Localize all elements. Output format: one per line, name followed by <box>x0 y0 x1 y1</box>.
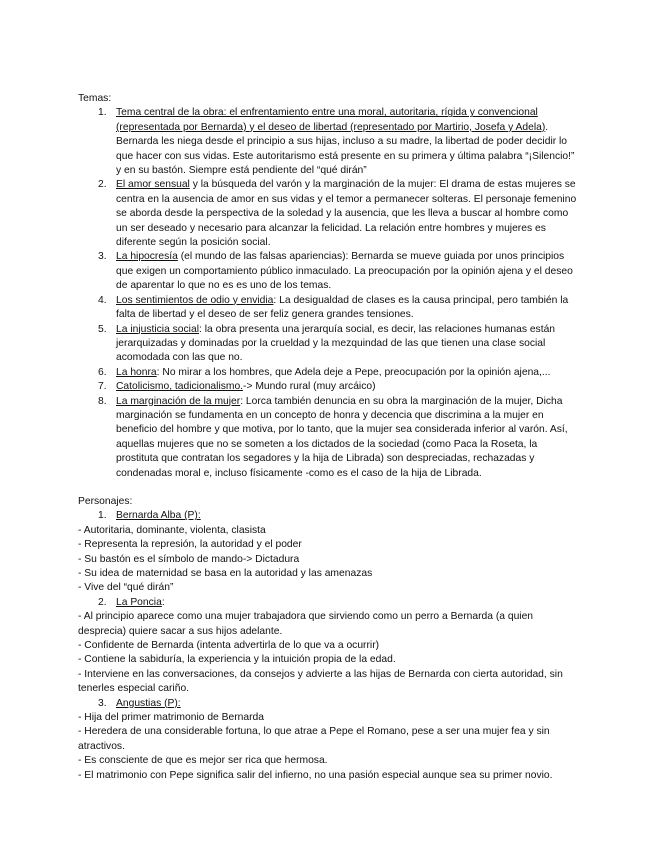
tema-title: Tema central de la obra: el enfrentamiento entre una moral, autoritaria, rígida y convencional (representada por Bernarda) y el deseo de libertad (representado por Martirio, Josefa y Adela) <box>116 107 546 133</box>
personaje-suffix: : <box>161 596 165 608</box>
tema-item <box>78 395 578 481</box>
tema-number: 4. <box>98 294 107 306</box>
personaje-trait: - Su idea de maternidad se basa en la autoridad y las amenazas <box>78 568 373 579</box>
tema-number: 1. <box>98 107 107 119</box>
personaje-trait: - Representa la represión, la autoridad y el poder <box>78 539 302 551</box>
spacer <box>78 481 578 495</box>
tema-text: (el mundo de las falsas apariencias): Bernarda se mueve guiada por unos principios que exigen un comportamiento público inmaculado. La preocupación por la opinión ajena y el deseo de aparentar lo que no es es uno de los temas. <box>116 251 573 292</box>
temas-heading: Temas: <box>78 93 112 104</box>
tema-title: Catolicismo, tadicionalismo. <box>116 381 244 393</box>
personaje-number: 1. <box>98 510 107 522</box>
tema-number: 5. <box>98 323 107 335</box>
tema-title: La marginación de la mujer <box>116 395 241 407</box>
personaje-trait: - Vive del “qué dirán” <box>78 582 174 594</box>
personaje-name: Angustias (P): <box>116 697 181 709</box>
personaje-name: Bernarda Alba (P): <box>116 510 201 522</box>
tema-number: 2. <box>98 179 107 191</box>
tema-text: . Bernarda les niega desde el principio a sus hijas, incluso a su madre, la libertad de poder decidir lo que hacer con sus vidas. Este autoritarismo está presente en su primera y última palabra “¡Silencio!” y en su bastón. Siempre está pendiente del “qué dirán” <box>116 121 575 177</box>
personaje-name: La Poncia <box>116 596 162 608</box>
tema-text: : La desigualdad de clases es la causa principal, pero también la falta de libertad y el deseo de ser feliz genera grandes tensiones. <box>116 294 569 321</box>
personaje-trait: - Su bastón es el símbolo de mando-> Dictadura <box>78 553 300 565</box>
tema-text: : No mirar a los hombres, que Adela deje a Pepe, preocupación por la opinión ajena,... <box>156 366 551 378</box>
temas-list <box>78 106 578 481</box>
personaje-trait: - Interviene en las conversaciones, da consejos y advierte a las hijas de Bernarda con cierta autoridad, sin tenerles especial cariño. <box>78 668 563 695</box>
tema-text: : Lorca también denuncia en su obra la marginación de la mujer, Dicha marginación se fundamenta en un concepto de honra y decencia que discrimina a la mujer en beneficio del hombre y que motiva, por lo tanto, que la mujer sea considerada inferior al varón. Así, aquellas mujeres que no se someten a los dictados de la sociedad (como Paca la Roseta, la prostituta que contratan los segadores y la hija de Librada) son despreciadas, rechazadas y condenadas moral e, incluso físicamente -como es el caso de la hija de Librada. <box>116 395 568 479</box>
tema-title: La honra <box>116 366 157 378</box>
personaje-trait: - Es consciente de que es mejor ser rica que hermosa. <box>78 755 328 767</box>
document-body <box>78 92 578 783</box>
tema-item <box>78 178 578 250</box>
tema-title: Los sentimientos de odio y envidia <box>116 294 274 306</box>
tema-title: La hipocresía <box>116 251 178 263</box>
personaje-trait: - Hija del primer matrimonio de Bernarda <box>78 712 264 724</box>
personaje-trait: - Heredera de una considerable fortuna, lo que atrae a Pepe el Romano, pese a ser una mujer fea y sin atractivos. <box>78 726 550 752</box>
tema-item <box>78 323 578 366</box>
tema-number: 7. <box>98 381 107 393</box>
personaje-trait: - Confidente de Bernarda (intenta advertirla de lo que va a ocurrir) <box>78 640 380 652</box>
personaje-trait: - Contiene la sabiduría, la experiencia y la intuición propia de la edad. <box>78 654 396 666</box>
tema-number: 8. <box>98 395 107 407</box>
personajes-list <box>78 509 578 783</box>
personaje-trait: - Autoritaria, dominante, violenta, clasista <box>78 524 266 536</box>
tema-text: : la obra presenta una jerarquía social, es decir, las relaciones humanas están jerarquizadas y dominadas por la crueldad y la mezquindad de las que tienen una clase social acomodada con las que no. <box>116 323 556 364</box>
personaje-trait: - Al principio aparece como una mujer trabajadora que sirviendo como un perro a Bernarda (a quien desprecia) quiere sacar a sus hijos adelante. <box>78 611 534 637</box>
tema-item <box>78 380 578 394</box>
tema-number: 3. <box>98 251 107 263</box>
personaje-heading <box>78 697 578 711</box>
tema-title: La injusticia social <box>116 323 199 335</box>
tema-item <box>78 294 578 323</box>
personaje-heading <box>78 596 578 610</box>
personajes-heading: Personajes: <box>78 495 133 507</box>
tema-item <box>78 366 578 380</box>
personaje-number: 2. <box>98 596 107 608</box>
personaje-number: 3. <box>98 697 107 709</box>
tema-text: -> Mundo rural (muy arcáico) <box>243 381 376 393</box>
personaje-trait: - El matrimonio con Pepe significa salir del infierno, no una pasión especial aunque sea su primer novio. <box>78 769 553 781</box>
tema-item <box>78 106 578 178</box>
tema-title: El amor sensual <box>116 179 190 191</box>
tema-item <box>78 250 578 293</box>
tema-text: y la búsqueda del varón y la marginación de la mujer: El drama de estas mujeres se centra en la ausencia de amor en sus vidas y el temor a permanecer solteras. El personaje femenino se aborda desde la perspectiva de la soledad y la ausencia, que les lleva a buscar al hombre como un ser deseado y necesario para alcanzar la felicidad. La relación entre hombres y mujeres es diferente según la posición social. <box>116 179 577 249</box>
tema-number: 6. <box>98 366 107 378</box>
personaje-heading <box>78 509 578 523</box>
